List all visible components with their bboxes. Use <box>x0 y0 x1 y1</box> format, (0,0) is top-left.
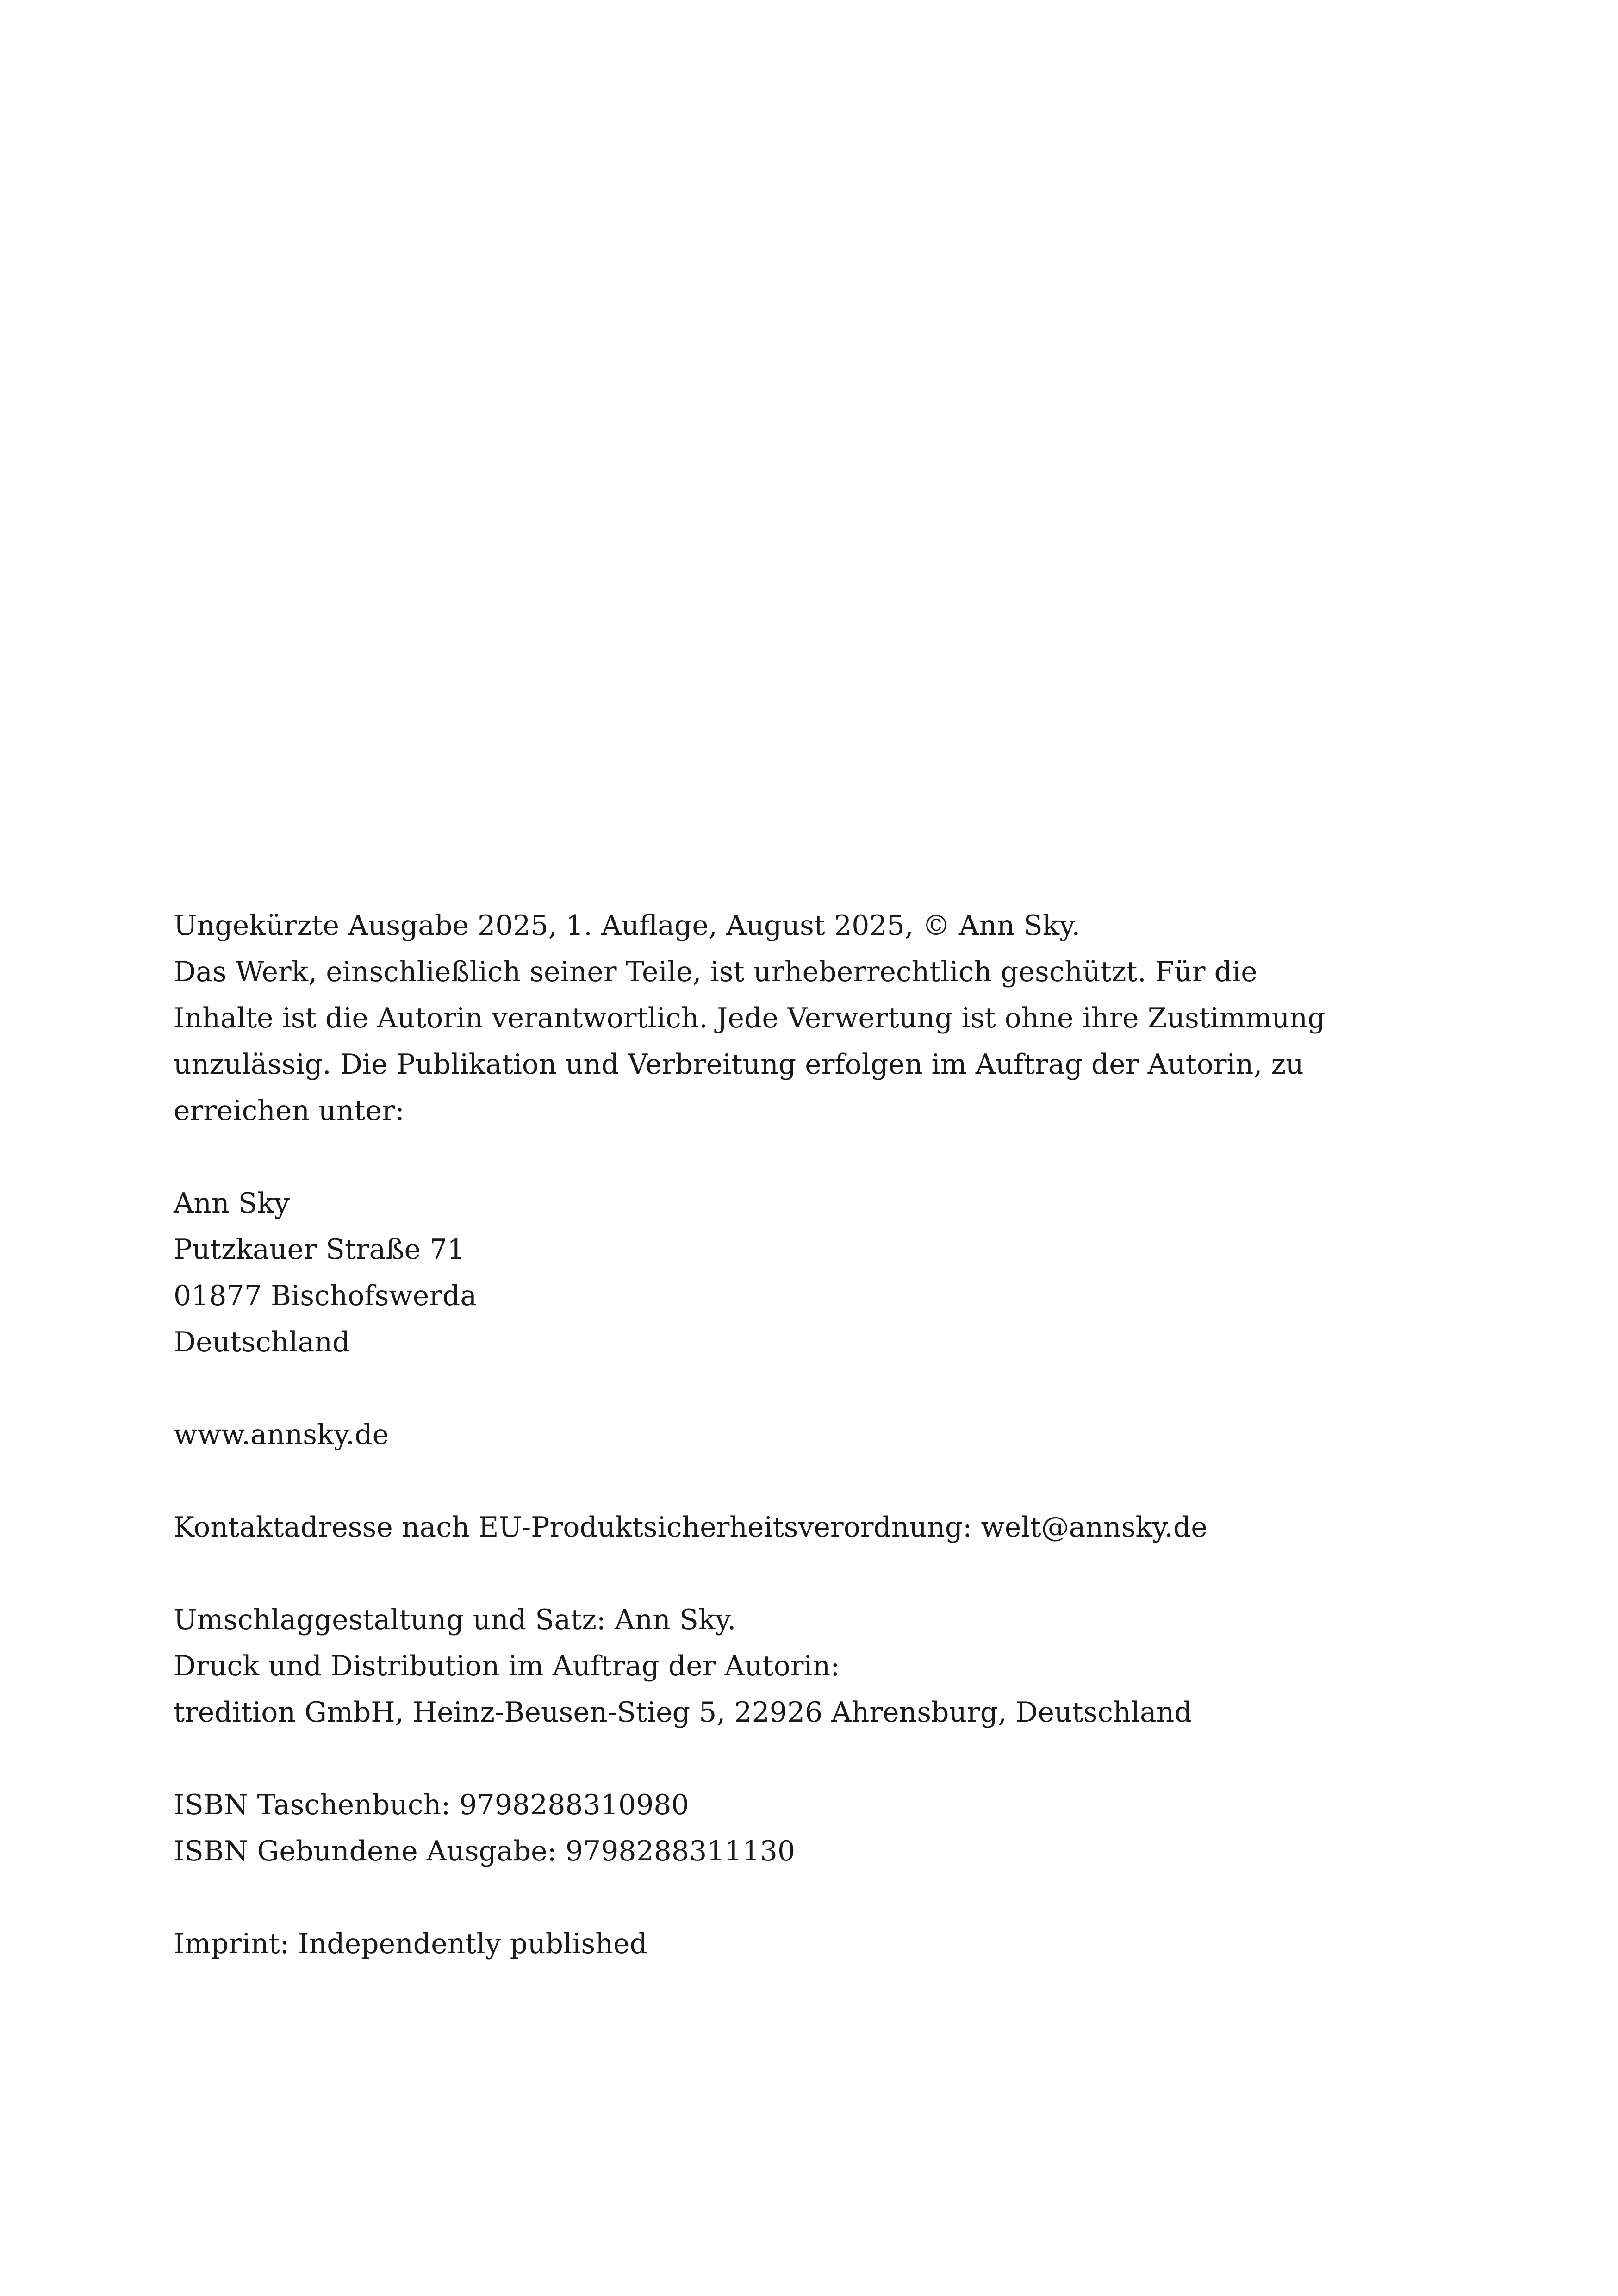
printer-address-line: tredition GmbH, Heinz-Beusen-Stieg 5, 22926 Ahrensburg, Deutschland <box>174 1696 1192 1729</box>
imprint-line: Imprint: Independently published <box>174 1928 647 1960</box>
design-credit-line: Umschlaggestaltung und Satz: Ann Sky. <box>174 1604 736 1636</box>
rights-line: erreichen unter: <box>174 1095 404 1127</box>
rights-line: Inhalte ist die Autorin verantwortlich. Jede Verwertung ist ohne ihre Zustimmung <box>174 1002 1326 1034</box>
website-line: www.annsky.de <box>174 1419 389 1451</box>
address-street: Putzkauer Straße 71 <box>174 1233 465 1266</box>
address-city: 01877 Bischofswerda <box>174 1280 477 1312</box>
rights-line: Das Werk, einschließlich seiner Teile, ist urheberrechtlich geschützt. Für die <box>174 956 1257 988</box>
print-credit-line: Druck und Distribution im Auftrag der Autorin: <box>174 1650 840 1682</box>
address-country: Deutschland <box>174 1326 350 1358</box>
spacer <box>174 1365 1377 1412</box>
spacer <box>174 1134 1377 1180</box>
isbn-paperback-line: ISBN Taschenbuch: 9798288310980 <box>174 1789 689 1821</box>
spacer <box>174 1550 1377 1597</box>
address-name: Ann Sky <box>174 1187 290 1220</box>
imprint-block <box>174 902 1377 1967</box>
spacer <box>174 1458 1377 1504</box>
rights-line: unzulässig. Die Publikation und Verbreitung erfolgen im Auftrag der Autorin, zu <box>174 1048 1304 1081</box>
edition-line: Ungekürzte Ausgabe 2025, 1. Auflage, August 2025, © Ann Sky. <box>174 909 1081 942</box>
spacer <box>174 1736 1377 1782</box>
contact-line: Kontaktadresse nach EU-Produktsicherheitsverordnung: welt@annsky.de <box>174 1511 1207 1543</box>
spacer <box>174 1874 1377 1921</box>
isbn-hardcover-line: ISBN Gebundene Ausgabe: 9798288311130 <box>174 1835 796 1867</box>
